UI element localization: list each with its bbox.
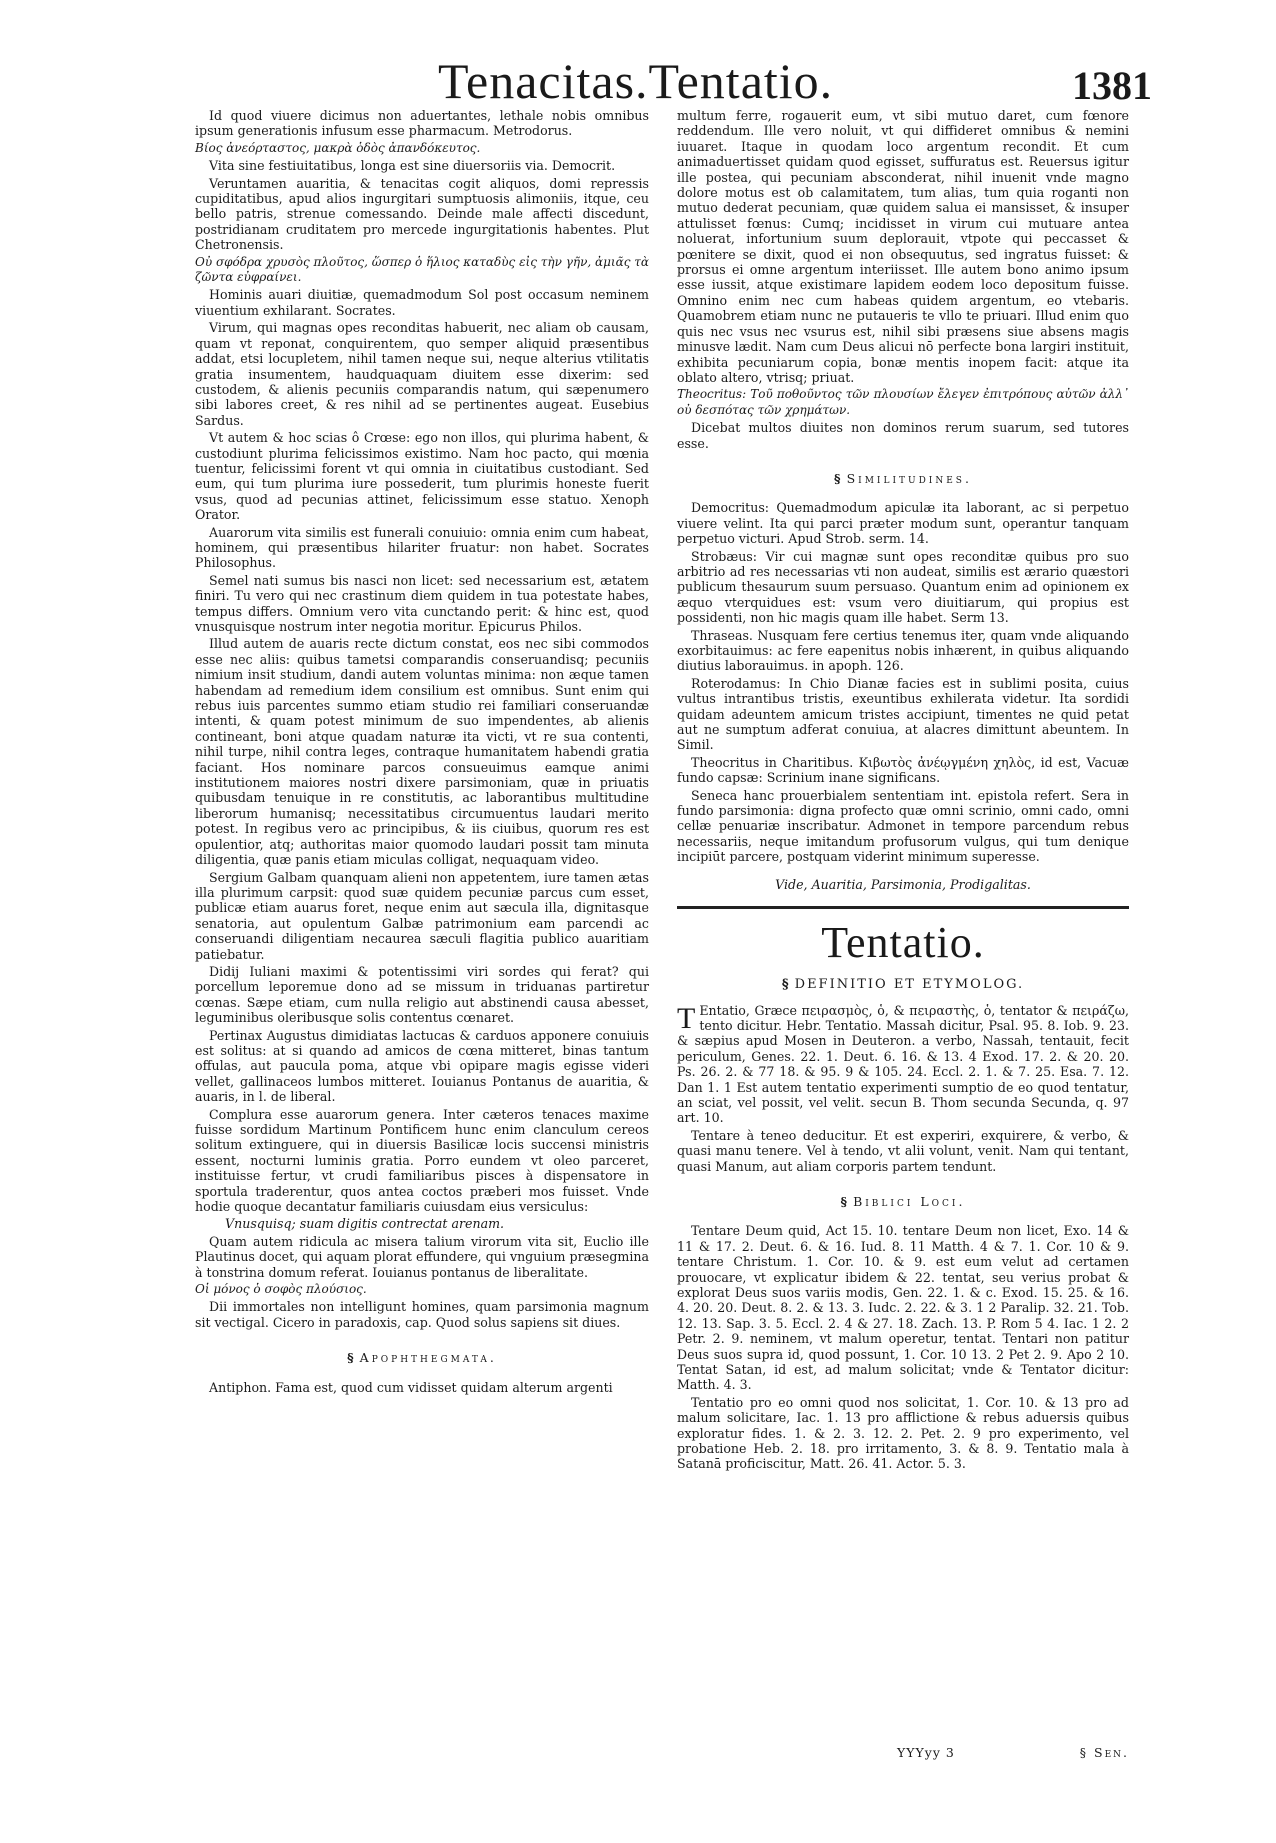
text-paragraph <box>195 108 649 139</box>
text-paragraph <box>195 1107 649 1215</box>
text-paragraph <box>195 320 649 428</box>
text-paragraph <box>195 287 649 318</box>
paragraph-text: Quam autem ridicula ac misera talium virorum vita sit, Euclio ille Plautinus docet, qui aquam plorat effundere, qui vnguium præsegmina à tonstrina domum referat. Iouianus pontanus de liberalitate. <box>195 1233 649 1280</box>
text-paragraph <box>677 628 1129 674</box>
similitudines-heading-text: Similitudines. <box>846 470 972 486</box>
paragraph-text: Tentatio pro eo omni quod nos solicitat, 1. Cor. 10. & 13 pro ad malum solicitare, Iac. 1. 13 pro afflictione & rebus aduersis quibus exploratur fides. 1. & 2. 3. 12. 2. Pet. 2. 9 pro experimento, vel probatione Heb. 2. 18. pro irritamento, 3. & 8. 9. Tentatio mala à Satanā proficiscitur, Matt. 26. 41. Actor. 5. 3. <box>677 1394 1129 1472</box>
greek-quotation <box>195 141 649 156</box>
catchword: § Sen. <box>1079 1745 1129 1760</box>
section-mark-icon: § <box>347 1350 354 1366</box>
paragraph-text: Vita sine festiuitatibus, longa est sine diuersoriis via. Democrit. <box>209 158 616 174</box>
text-paragraph <box>677 1223 1129 1392</box>
text-paragraph <box>195 870 649 962</box>
text-paragraph <box>195 1299 649 1330</box>
paragraph-text: Semel nati sumus bis nasci non licet: sed necessarium est, ætatem finiri. Tu vero qui nec crastinum diem quidem in tua potestate habes, tempus differs. Omnium vero vita cunctando perit: & hinc est, quod vnusquisque nostrum inter negotia moritur. Epicurus Philos. <box>195 572 649 634</box>
page-number: 1381 <box>1072 63 1152 108</box>
paragraph-text: Democritus: Quemadmodum apiculæ ita laborant, ac si perpetuo viuere velint. Ita qui parci præter modum sunt, operantur tanquam perpetuo victuri. Apud Strob. serm. 14. <box>677 500 1129 547</box>
paragraph-text: Tentare à teneo deducitur. Et est experiri, exquirere, & verbo, & quasi manu tenere. Vel à tendo, vt alii volunt, venit. Nam qui tentant, quasi Manum, aut aliam corporis partem tendunt. <box>677 1127 1129 1174</box>
definitio-heading-text: DEFINITIO ET ETYMOLOG. <box>794 977 1025 993</box>
paragraph-text: Complura esse auarorum genera. Inter cæteros tenaces maxime fuisse sordidum Martinum Pontificem hunc enim clanculum cereos solitum extinguere, qui in diuersis Basilicæ locis succensi ministris essent, nocturni luminis gratia. Porro eundem vt oleo parceret, instituisse fertur, vt crudi familiaribus pisces à dispensatore in sportula traderentur, quos antea coctos præberi mos fuisset. Vnde hodie quoque decantatur familiaris cuiusdam eius versiculus: <box>195 1106 649 1215</box>
paragraph-text: Illud autem de auaris recte dictum constat, eos nec sibi commodos esse nec aliis: quibus tametsi comparandis conseruandisq; pecuniis nimium insit studium, dandi autem voluntas minima: non æque tamen habendam ad remedium idem consilium est omnibus. Sunt enim qui rebus iuis parcentes summo etiam studio rei familiari conseruandæ intenti, & quam potest minimum de suo impendentes, ab alienis contineant, boni atque quadam naturæ ita victi, vt re sua contenti, nihil turpe, nihil contra leges, contraque humanitatem habendi gratia faciant. Hos nominare parcos consueuimus eamque animi institutionem maiores nostri dixere parsimoniam, quæ in priuatis quibusdam tenuique in re constitutis, ac laborantibus multitudine liberorum humanisq; necessitatibus circumuentus laudari merito potest. In regibus vero ac principibus, & iis ciuibus, quorum res est opulentior, atq; authoritas maior quomodo laudari possit tam minuta diligentia, quæ panis etiam miculas colligat, nequaquam video. <box>195 636 649 868</box>
paragraph-text: Auarorum vita similis est funerali conuiuio: omnia enim cum habeat, hominem, qui præsentibus hilariter fruatur: non habet. Socrates Philosophus. <box>195 524 649 571</box>
paragraph-text: Οἱ μόνος ὁ σοφὸς πλούσιος. <box>195 1282 367 1297</box>
text-paragraph <box>195 176 649 253</box>
text-paragraph <box>195 158 649 173</box>
paragraph-text: Veruntamen auaritia, & tenacitas cogit aliquos, domi repressis cupiditatibus, apud alios ingurgitari sumptuosis alimoniis, itque, ceu bello patris, strenue comessando. Deinde male affecti discedunt, postridianam cruditatem pro mercede ingurgitationis habentes. Plut Chetronensis. <box>195 175 649 253</box>
running-header <box>0 52 1276 110</box>
text-paragraph <box>195 636 649 867</box>
paragraph-text: Entatio, Græce πειρασμὸς, ὁ, & πειραστὴς, ὁ, tentator & πειράζω, tento dicitur. Hebr. Tentatio. Massah dicitur, Psal. 95. 8. Iob. 9. 23. & sæpius apud Mosen in Deuteron. a verbo, Nassah, tentauit, fecit periculum, Genes. 22. 1. Deut. 6. 16. & 13. 4 Exod. 17. 2. & 20. 20. Ps. 26. 2. & 77 18. & 95. 9 & 105. 24. Eccl. 2. 1. & 7. 25. Esa. 7. 12. Dan 1. 1 Est autem tentatio experimenti sumptio de eo quod tentatur, an sciat, vel possit, vel velit. secun B. Thom secunda Secunda, q. 97 art. 10. <box>677 1002 1129 1126</box>
definitio-heading: § DEFINITIO ET ETYMOLOG. <box>781 977 1025 993</box>
drop-cap: T <box>677 1001 696 1035</box>
paragraph-text: Dii immortales non intelligunt homines, quam parsimonia magnum sit vectigal. Cicero in paradoxis, cap. Quod solus sapiens sit diues. <box>195 1299 649 1330</box>
text-paragraph <box>677 1003 1129 1126</box>
paragraph-text: Thraseas. Nusquam fere certius tenemus iter, quam vnde aliquando exorbitauimus: ac fere eapenitus nobis inhærent, in quibus aliquando diutius laborauimus. in apoph. 126. <box>677 627 1129 674</box>
greek-quotation <box>195 255 649 286</box>
greek-quotation <box>677 387 1129 418</box>
text-paragraph <box>195 525 649 571</box>
paragraph-text: Roterodamus: In Chio Dianæ facies est in sublimi posita, cuius vultus intrantibus tristis, exeuntibus exhilerata videtur. Ita sordidi quidam adeuntem amicum tristes accipiunt, timentes ne quid petat aut ne sumptum adferat conuiua, at alacres dimittunt abeuntem. In Simil. <box>677 675 1129 753</box>
text-paragraph <box>195 1234 649 1280</box>
paragraph-text: Οὐ σφόδρα χρυσὸς πλοῦτος, ὥσπερ ὁ ἥλιος καταδὺς εἰς τὴν γῆν, ἀμιᾶς τὰ ζῶντα εὐφραίνει. <box>195 254 649 285</box>
text-paragraph <box>677 755 1129 786</box>
text-paragraph <box>195 573 649 635</box>
right-column-biblici <box>677 1223 1129 1472</box>
section-title: Tentatio. <box>821 918 985 968</box>
paragraph-text: Theocritus in Charitibus. Κιβωτὸς ἀνέῳγμένη χηλὸς, id est, Vacuæ fundo capsæ: Scrinium inane significans. <box>677 754 1129 786</box>
similitudines-heading: § Similitudines. <box>834 470 972 486</box>
paragraph-text: Seneca hanc prouerbialem sententiam int. epistola refert. Sera in fundo parsimonia: digna profecto quæ omni scrinio, omni cado, omni cellæ penuariæ inscribatur. Admonet in tempore parcendum rebus necessariis, neque imitandum profusorum vulgus, qui tum denique incipiūt parcere, postquam viderint minimum superesse. <box>677 787 1129 865</box>
right-column-definitio <box>677 1003 1129 1174</box>
paragraph-text: Didij Iuliani maximi & potentissimi viri sordes qui ferat? qui porcellum leporemue dono ad se missum in triduanas partiretur cœnas. Sæpe etiam, cum nulla religio aut abstinendi causa abesset, leguminibus oleribusque solis contentus cœnaret. <box>195 963 649 1026</box>
text-paragraph <box>677 1128 1129 1174</box>
right-column <box>677 108 1129 1474</box>
paragraph-text: Tentare Deum quid, Act 15. 10. tentare Deum non licet, Exo. 14 & 11 & 17. 2. Deut. 6. & 16. Iud. 8. 11 Matth. 4 & 7. 1. Cor. 10 & 9. tentare Christum. 1. Cor. 10. & 9. est eum velut ad certamen prouocare, vt explicatur ibidem & 22. tentat, seu verius probat & explorat Deus suos variis modis, Gen. 22. 1. & c. Exod. 15. 25. & 16. 4. 20. 20. Deut. 8. 2. & 13. 3. Iudc. 2. 22. & 3. 1 2 Paralip. 32. 21. Tob. 12. 13. Sap. 3. 5. Eccl. 2. 4 & 27. 18. Zach. 13. P. Rom 5 4. Iac. 1 2. 2 Petr. 2. 9. neminem, vt malum operetur, tentat. Tentari non patitur Deus suos supra id, quod possunt, 1. Cor. 10 13. 2 Pet 2. 9. Apo 2 10. Tentat Satan, id est, ad malum solicitat; vnde & Tentator dicitur: Matth. 4. 3. <box>677 1223 1129 1393</box>
paragraph-text: Vnusquisq; suam digitis contrectat arenam. <box>225 1216 505 1232</box>
page-footer <box>677 1745 1129 1765</box>
paragraph-text: Theocritus: Τοῦ ποθοῦντος τῶν πλουσίων ἔλεγεν ἐπιτρόπους αὐτῶν ἀλλ᾿ οὐ δεσπότας τῶν χρημάτων. <box>677 387 1129 417</box>
paragraph-text: Pertinax Augustus dimidiatas lactucas & carduos apponere conuiuis est solitus: at si quando ad amicos de cœna mitteret, binas tantum offulas, aut paucula poma, atque vbi opipare magis egisse videri vellet, gallinaceos lumbos mitteret. Iouianus Pontanus de auaritia, & auaris, in l. de liberal. <box>195 1027 649 1105</box>
text-paragraph <box>677 500 1129 546</box>
paragraph-text: Hominis auari diuitiæ, quemadmodum Sol post occasum neminem viuentium exhilarant. Socrates. <box>195 287 649 318</box>
verse-line <box>195 1216 649 1231</box>
text-paragraph <box>677 788 1129 865</box>
section-divider <box>677 906 1129 909</box>
biblici-heading-text: Biblici Loci. <box>853 1193 966 1209</box>
paragraph-text: Antiphon. Fama est, quod cum vidisset quidam alterum argenti <box>209 1379 613 1395</box>
running-title: Tenacitas.Tentatio. <box>438 53 834 109</box>
right-column-top <box>677 108 1129 451</box>
biblici-heading: § Biblici Loci. <box>840 1193 966 1209</box>
paragraph-text: Virum, qui magnas opes reconditas habuerit, nec aliam ob causam, quam vt reponat, conquirentem, quo semper aliquid præsentibus addat, etsi locupletem, nihil tamen neque sui, neque alterius vtilitatis gratia insumentem, haudquaquam diuitem esse dixerim: sed custodem, & alienis pecuniis comparandis natum, qui sæpenumero sibi labores creet, & res nihil ad se pertinentes augeat. Eusebius Sardus. <box>195 320 649 428</box>
left-column <box>195 108 649 1397</box>
text-paragraph <box>677 108 1129 385</box>
section-heading <box>195 1350 649 1365</box>
paragraph-text: Id quod viuere dicimus non aduertantes, lethale nobis omnibus ipsum generationis infusum esse pharmacum. Metrodorus. <box>195 108 649 139</box>
text-paragraph <box>195 1028 649 1105</box>
greek-quotation <box>195 1282 649 1297</box>
text-paragraph <box>195 430 649 522</box>
vide-cross-reference: Vide, Auaritia, Parsimonia, Prodigalitas. <box>775 876 1031 892</box>
paragraph-text: Βίος ἀνεόρταστος, μακρὰ ὁδὸς ἀπανδόκευτος. <box>195 140 481 155</box>
paragraph-text: Vt autem & hoc scias ô Crœse: ego non illos, qui plurima habent, & custodiunt plurima felicissimos existimo. Nam hoc pacto, qui mœnia tuentur, felicissimi forent vt qui omnia in ciuitatibus custodiant. Sed eum, qui tum plurima iure possederit, tum plurimis honeste fuerit vsus, quod ad pecunias attinet, felicissimum esse statuo. Xenoph Orator. <box>195 430 649 523</box>
paragraph-text: Dicebat multos diuites non dominos rerum suarum, sed tutores esse. <box>677 420 1129 451</box>
section-heading-text: Apophthegmata. <box>359 1350 497 1366</box>
text-paragraph <box>195 964 649 1026</box>
text-paragraph <box>677 1395 1129 1472</box>
paragraph-text: Sergium Galbam quanquam alieni non appetentem, iure tamen ætas illa plurimum carpsit: quod suæ quidem pecuniæ parcus cum esset, publicæ etiam auarus foret, neque enim aut sæcula illa, dignitasque senatoria, aut opulentum Galbæ patrimonium eam parcendi ac conseruandi diligentiam necaurea sæculi flagitia publico auaritiam patiebatur. <box>195 869 649 962</box>
text-paragraph <box>677 676 1129 753</box>
right-column-similitudines <box>677 500 1129 864</box>
paragraph-text: Strobæus: Vir cui magnæ sunt opes reconditæ quibus pro suo arbitrio ad res necessarias vti non audeat, similis est ærario quæstori publicum thesaurum suum persuaso. Quantum enim ad opinionem ex æquo vterquidues est: vsum vero diuitiarum, qui propius est possidenti, non hic magis quam ille habet. Serm 13. <box>677 548 1129 626</box>
text-paragraph <box>195 1380 649 1395</box>
signature-mark: YYYyy 3 <box>897 1745 955 1760</box>
text-paragraph <box>677 549 1129 626</box>
paragraph-text: multum ferre, rogauerit eum, vt sibi mutuo daret, cum fœnore reddendum. Ille vero noluit, vt qui diffideret omnibus & nemini iuuaret. Itaque in quodam loco argentum recondit. Et cum animaduertisset quidam quod egisset, suffuratus est. Reuersus igitur ille postea, qui pecuniam absconderat, nihil inuenit vnde magno dolore motus est ob calamitatem, tum alias, tum quia roganti non mutuo dederat pecuniam, quæ quidem salua ei mansisset, & insuper attulisset fœnus: Cumq; incidisset in virum cui mutuare antea noluerat, infortunium suum deplorauit, vtpote qui peccasset & pœnitere se dixit, quod ei non obsequutus, sed ingratus fuisset: & prorsus ei omne argentum interiisset. Ille autem bono animo ipsum esse iussit, atque existimare lapidem eodem loco depositum fuisse. Omnino enim nec cum habeas quidem argentum, eo vtebaris. Quamobrem etiam nunc ne putaueris te vllo te priuari. Illud enim quo quis nec vsus nec vsurus est, nihil sibi præsens siue absens magis minusve lædit. Nam cum Deus alicui nō perfecte bona largiri instituit, exhibita pecuniarum copia, bonæ mentis inopem facit: atque ita oblato altero, vtrisq; priuat. <box>677 108 1129 385</box>
text-paragraph <box>677 420 1129 451</box>
